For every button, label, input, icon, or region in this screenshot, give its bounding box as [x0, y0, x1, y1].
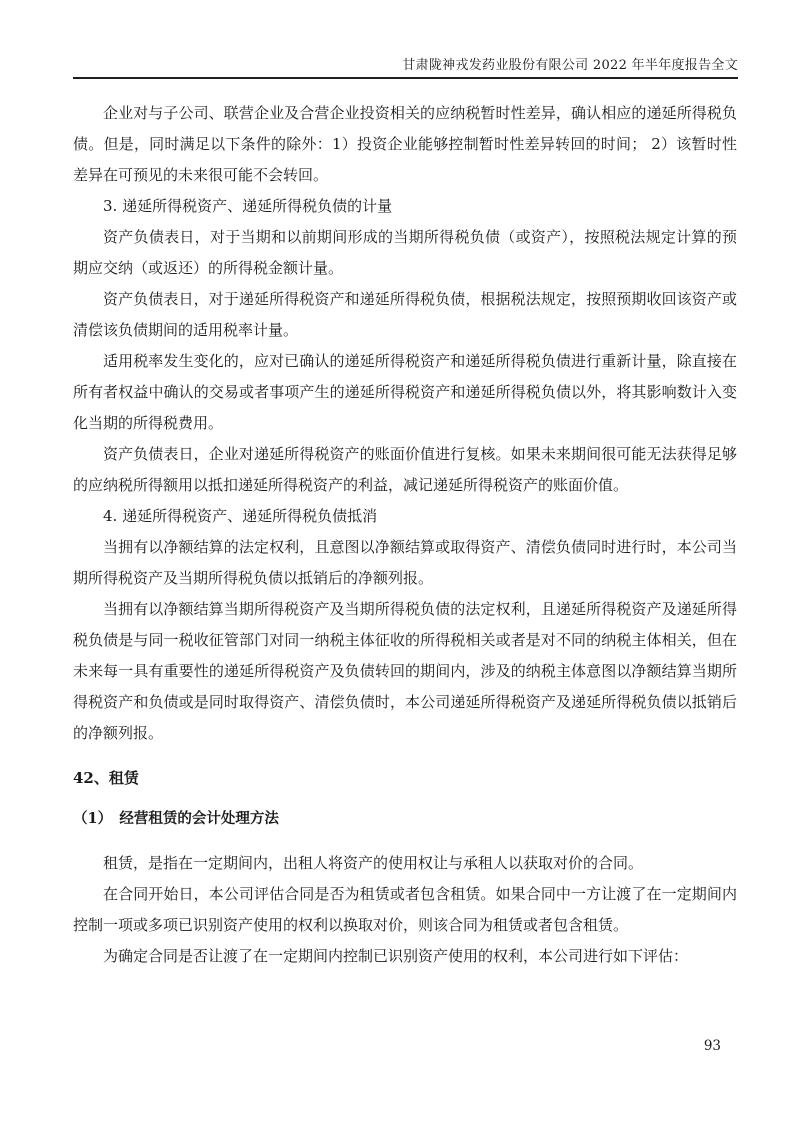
- document-body: [73, 98, 737, 972]
- paragraph: 3. 递延所得税资产、递延所得税负债的计量: [103, 197, 393, 215]
- paragraph: 企业对与子公司、联营企业及合营企业投资相关的应纳税暂时性差异，确认相应的递延所得税负债。但是，同时满足以下条件的除外：1）投资企业能够控制暂时性差异转回的时间； 2）该暂时性差异在可预见的未来很可能不会转回。: [73, 104, 737, 184]
- running-header: [73, 54, 738, 79]
- paragraph: 资产负债表日，对于当期和以前期间形成的当期所得税负债（或资产），按照税法规定计算的预期应交纳（或返还）的所得税金额计量。: [73, 228, 737, 277]
- paragraph: 当拥有以净额结算的法定权利，且意图以净额结算或取得资产、清偿负债同时进行时，本公司当期所得税资产及当期所得税负债以抵销后的净额列报。: [73, 538, 737, 587]
- paragraph: 租赁，是指在一定期间内，出租人将资产的使用权让与承租人以获取对价的合同。: [103, 854, 644, 872]
- paragraph: 在合同开始日，本公司评估合同是否为租赁或者包含租赁。如果合同中一方让渡了在一定期间内控制一项或多项已识别资产使用的权利以换取对价，则该合同为租赁或者包含租赁。: [73, 885, 737, 934]
- paragraph: 4. 递延所得税资产、递延所得税负债抵消: [103, 507, 378, 525]
- paragraph: 资产负债表日，对于递延所得税资产和递延所得税负债，根据税法规定，按照预期收回该资产或清偿该负债期间的适用税率计量。: [73, 290, 737, 339]
- paragraph: 适用税率发生变化的，应对已确认的递延所得税资产和递延所得税负债进行重新计量，除直接在所有者权益中确认的交易或者事项产生的递延所得税资产和递延所得税负债以外，将其影响数计入变化当期的所得税费用。: [73, 352, 737, 432]
- subsection-heading: （1） 经营租赁的会计处理方法: [73, 810, 279, 827]
- header-title: 甘肃陇神戎发药业股份有限公司 2022 年半年度报告全文: [402, 58, 738, 73]
- section-heading: 42、租赁: [73, 769, 139, 787]
- paragraph: 资产负债表日，企业对递延所得税资产的账面价值进行复核。如果未来期间很可能无法获得足够的应纳税所得额用以抵扣递延所得税资产的利益，减记递延所得税资产的账面价值。: [73, 445, 737, 494]
- page-number: 93: [703, 1038, 721, 1054]
- paragraph: 当拥有以净额结算当期所得税资产及当期所得税负债的法定权利，且递延所得税资产及递延所得税负债是与同一税收征管部门对同一纳税主体征收的所得税相关或者是对不同的纳税主体相关，但在未来每一具有重要性的递延所得税资产及负债转回的期间内，涉及的纳税主体意图以净额结算当期所得税资产和负债或是同时取得资产、清偿负债时，本公司递延所得税资产及递延所得税负债以抵销后的净额列报。: [73, 600, 737, 742]
- paragraph: 为确定合同是否让渡了在一定期间内控制已识别资产使用的权利，本公司进行如下评估：: [103, 947, 689, 965]
